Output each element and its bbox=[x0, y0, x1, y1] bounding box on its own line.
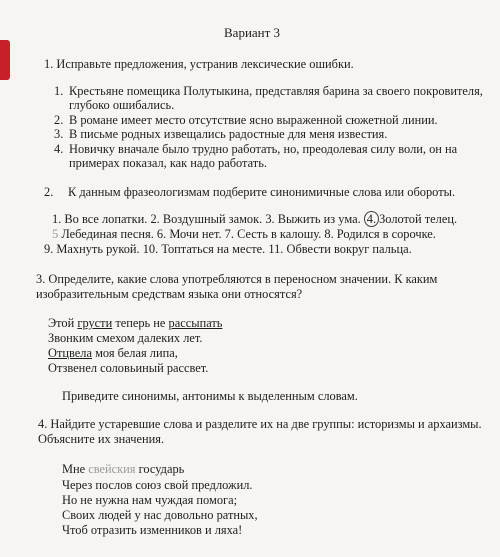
task2-line2-text: Лебединая песня. 6. Мочи нет. 7. Сесть в калошу. 8. Родился в сорочке. bbox=[61, 227, 436, 241]
task1-item-1-num: 1. bbox=[54, 84, 64, 98]
task4-heading-line2: Объясните их значения. bbox=[38, 432, 165, 446]
task3-instruction: Приведите синонимы, антонимы к выделенным словам. bbox=[62, 389, 358, 403]
task2-heading: К данным фразеологизмам подберите синонимичные слова или обороты. bbox=[68, 185, 456, 199]
task1-item-4-num: 4. bbox=[54, 142, 64, 156]
poem-text: моя белая липа, bbox=[91, 346, 178, 360]
faded-word: свейския bbox=[88, 462, 136, 476]
task2-line1-num: 1. bbox=[52, 212, 62, 226]
task1-item-2-num: 2. bbox=[54, 113, 64, 127]
task3-poem-line2: Звонким смехом далеких лет. bbox=[48, 331, 203, 345]
task2-heading-num: 2. bbox=[44, 185, 54, 199]
task1-item-3-line1: В письме родных извещались радостные для меня известия. bbox=[69, 127, 388, 141]
task1-item-1-line1: Крестьяне помещика Полутыкина, представляя барина за своего покровителя, bbox=[69, 84, 483, 98]
poem-text: государь bbox=[135, 462, 185, 476]
task3-heading-line1: 3. Определите, какие слова употребляются в переносном значении. К каким bbox=[36, 272, 438, 286]
task2-line3: 9. Махнуть рукой. 10. Топтаться на месте. 11. Обвести вокруг пальца. bbox=[44, 242, 412, 256]
poem-text: Мне bbox=[62, 462, 89, 476]
task4-poem-line4: Своих людей у нас довольно ратных, bbox=[62, 508, 258, 522]
task4-poem-line3: Но не нужна нам чуждая помога; bbox=[62, 493, 238, 507]
task4-poem-line2: Через послов союз свой предложил. bbox=[62, 478, 253, 492]
task1-item-4-line1: Новичку вначале было трудно работать, но, преодолевая силу воли, он на bbox=[69, 142, 458, 156]
task1-item-1-line2: глубоко ошибались. bbox=[69, 98, 175, 112]
task1-heading: 1. Исправьте предложения, устранив лексические ошибки. bbox=[44, 57, 354, 71]
poem-text: Этой bbox=[48, 316, 78, 330]
circled-number: 4. bbox=[364, 211, 379, 227]
task4-poem-line1 bbox=[62, 462, 184, 476]
highlighted-word: рассыпать bbox=[168, 316, 223, 330]
task2-line2-num: 5 bbox=[52, 227, 59, 241]
task1-item-4-line2: примерах показал, как надо работать. bbox=[69, 156, 267, 170]
task3-poem-line1 bbox=[48, 316, 222, 330]
task2-line1-tail: Золотой телец. bbox=[379, 212, 458, 226]
task2-line2 bbox=[52, 227, 436, 241]
task3-poem-line3 bbox=[48, 346, 178, 360]
task1-item-3-num: 3. bbox=[54, 127, 64, 141]
highlighted-word: грусти bbox=[77, 316, 113, 330]
task4-heading-line1: 4. Найдите устаревшие слова и разделите их на две группы: историзмы и архаизмы. bbox=[38, 417, 482, 431]
task3-heading-line2: изобразительным средствам языка они относятся? bbox=[36, 287, 303, 301]
task3-poem-line4: Отзвенел соловьиный рассвет. bbox=[48, 361, 209, 375]
highlighted-word: Отцвела bbox=[48, 346, 92, 360]
task1-item-2-line1: В романе имеет место отсутствие ясно выраженной сюжетной линии. bbox=[69, 113, 438, 127]
poem-text: теперь не bbox=[112, 316, 169, 330]
task4-poem-line5: Чтоб отразить изменников и ляха! bbox=[62, 523, 243, 537]
red-marker-stripe bbox=[0, 40, 10, 80]
page-title: Вариант 3 bbox=[224, 25, 281, 40]
task2-line1-text: Во все лопатки. 2. Воздушный замок. 3. Выжить из ума. bbox=[64, 212, 361, 226]
task2-line1 bbox=[52, 212, 457, 226]
